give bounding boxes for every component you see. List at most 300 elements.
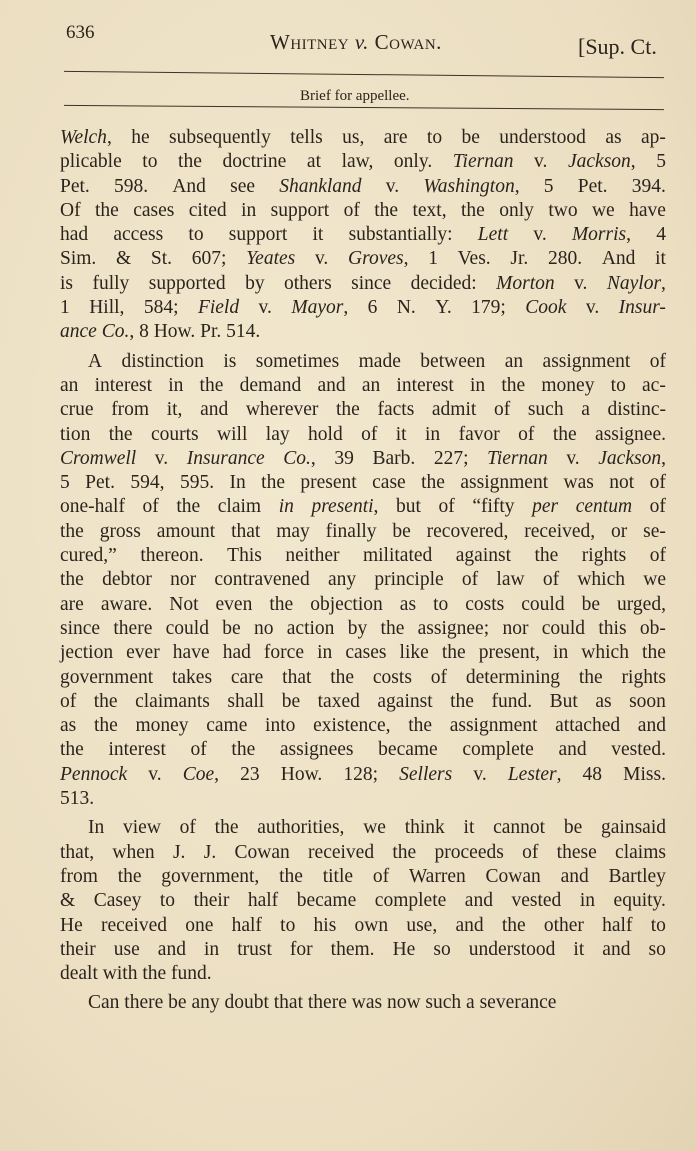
- text: to: [426, 127, 443, 148]
- italic-text: Tiernan: [452, 151, 514, 173]
- word: [427, 126, 442, 150]
- text-line: [60, 447, 666, 471]
- text: assignees: [279, 739, 354, 761]
- word: [412, 199, 446, 223]
- text: the: [108, 423, 133, 445]
- text: assignment: [542, 350, 631, 372]
- word: [550, 690, 578, 714]
- text: soon: [629, 690, 666, 712]
- text: could: [165, 617, 209, 639]
- word: [95, 199, 119, 223]
- word: [361, 423, 377, 447]
- text-line: [60, 495, 666, 519]
- word: [386, 175, 399, 199]
- text: authorities,: [257, 817, 345, 839]
- word: [60, 738, 84, 762]
- word: [291, 296, 348, 320]
- word: [373, 666, 412, 690]
- text: could: [521, 593, 565, 615]
- word: [222, 150, 286, 174]
- word: [392, 841, 416, 865]
- text: we: [643, 569, 666, 591]
- word: [450, 690, 474, 714]
- text: the: [214, 817, 239, 839]
- text: be: [281, 690, 301, 712]
- word: [359, 350, 401, 374]
- word: [499, 126, 586, 150]
- word: [479, 641, 540, 665]
- text: even: [215, 593, 253, 615]
- text: and: [317, 374, 346, 396]
- word: [418, 617, 489, 641]
- text: complete: [374, 890, 447, 912]
- word: [374, 568, 443, 592]
- text: to: [159, 890, 176, 912]
- word: [314, 914, 337, 938]
- word: [473, 763, 486, 787]
- text: use: [113, 938, 140, 960]
- text: when: [112, 841, 155, 863]
- word: [656, 223, 666, 247]
- word: [226, 321, 260, 342]
- text: v.: [534, 151, 548, 173]
- word: [101, 914, 167, 938]
- word: [279, 495, 294, 519]
- text: be: [168, 992, 187, 1014]
- text: it: [573, 938, 585, 960]
- text: support: [228, 224, 288, 246]
- text: at: [306, 151, 321, 173]
- text: money: [135, 715, 189, 737]
- text-line: [60, 714, 666, 738]
- text: in: [317, 642, 333, 664]
- text-line: [60, 544, 666, 568]
- paragraph: [60, 126, 666, 345]
- text: their: [60, 938, 96, 960]
- word: [169, 593, 198, 617]
- text: Miss.: [623, 763, 666, 785]
- word: [592, 199, 615, 223]
- text-line: [60, 593, 666, 617]
- text: the: [94, 199, 119, 221]
- text: 594,: [130, 472, 165, 494]
- text: it,: [166, 399, 183, 421]
- text: a: [466, 992, 475, 1014]
- word: [461, 126, 479, 150]
- word: [60, 126, 112, 150]
- text: access: [113, 224, 164, 246]
- text: that,: [60, 841, 95, 863]
- word: [496, 568, 524, 592]
- text: 280.: [547, 248, 583, 270]
- word: [579, 666, 603, 690]
- italic-text: per: [532, 496, 559, 518]
- text: of: [372, 865, 390, 887]
- text: understood: [499, 127, 586, 148]
- text: claim: [217, 496, 262, 518]
- word: [206, 714, 247, 738]
- text: 6: [367, 297, 378, 319]
- word: [434, 447, 469, 471]
- text: the: [441, 642, 466, 664]
- word: [144, 296, 179, 320]
- text: 128;: [343, 763, 379, 785]
- word: [290, 938, 313, 962]
- text: v.: [585, 297, 600, 319]
- text: ,: [214, 763, 220, 785]
- word: [344, 199, 360, 223]
- text: an: [60, 374, 79, 396]
- text: from: [111, 399, 150, 421]
- word: [377, 398, 414, 422]
- text: &: [116, 248, 132, 270]
- word: [502, 914, 526, 938]
- word: [92, 272, 129, 296]
- word: [149, 272, 226, 296]
- text-line: [60, 938, 666, 962]
- word: [223, 350, 236, 374]
- word: [180, 471, 214, 495]
- italic-text: Naylor: [606, 272, 662, 294]
- text: the: [552, 423, 577, 445]
- text: this: [598, 617, 627, 639]
- word: [229, 471, 245, 495]
- text: but: [396, 496, 421, 518]
- italic-text: Morton: [496, 272, 555, 294]
- text: others: [284, 272, 332, 294]
- word: [543, 568, 559, 592]
- text: their: [193, 890, 230, 912]
- word: [280, 738, 354, 762]
- word: [378, 738, 438, 762]
- text: 513.: [60, 788, 95, 810]
- italic-text: Tiernan: [487, 447, 548, 469]
- word: [235, 841, 290, 865]
- word: [168, 992, 186, 1013]
- text: J.: [203, 841, 217, 863]
- text: for: [289, 938, 313, 960]
- word: [60, 520, 84, 544]
- text-line: [60, 223, 666, 247]
- word: [279, 865, 303, 889]
- text: by: [245, 272, 265, 294]
- text: we: [591, 199, 615, 221]
- word: [114, 175, 148, 199]
- text: the: [450, 690, 474, 712]
- word: [491, 690, 532, 714]
- word: [459, 423, 500, 447]
- word: [640, 617, 666, 641]
- word: [241, 199, 256, 223]
- word: [629, 199, 666, 223]
- text: existence,: [313, 715, 391, 737]
- text-line: [60, 568, 666, 592]
- text: of: [493, 399, 511, 421]
- italic-text: Morris: [571, 224, 627, 246]
- text: Pr.: [200, 321, 222, 343]
- text-line: [60, 520, 666, 544]
- text: by: [347, 617, 368, 639]
- word: [279, 175, 361, 199]
- text: in: [241, 199, 257, 221]
- word: [487, 447, 548, 471]
- word: [124, 992, 163, 1013]
- word: [95, 374, 152, 398]
- word: [60, 175, 90, 199]
- text: had: [60, 224, 89, 246]
- word: [638, 714, 666, 738]
- italic-text: Groves: [348, 248, 404, 270]
- word: [352, 992, 382, 1013]
- text: of: [179, 817, 196, 839]
- text: cannot: [493, 817, 546, 839]
- word: [450, 714, 538, 738]
- text: them.: [330, 938, 375, 960]
- text: courts: [150, 423, 199, 445]
- word: [400, 641, 429, 665]
- word: [561, 865, 589, 889]
- text: against: [377, 690, 433, 712]
- word: [496, 272, 555, 296]
- text: v.: [473, 763, 487, 785]
- text: that: [273, 992, 304, 1014]
- word: [60, 938, 96, 962]
- word: [421, 471, 445, 495]
- word: [614, 889, 666, 913]
- text: only: [499, 199, 534, 221]
- word: [85, 471, 115, 495]
- text: in: [553, 642, 569, 664]
- italic-text: Yeates: [246, 248, 296, 270]
- word: [601, 816, 666, 840]
- word: [60, 593, 84, 617]
- text-line: [60, 962, 666, 986]
- word: [204, 841, 216, 865]
- word: [642, 641, 666, 665]
- text: supported: [148, 272, 226, 294]
- word: [218, 495, 261, 519]
- text: ,: [661, 447, 666, 469]
- text: received: [100, 914, 168, 936]
- text: and: [602, 938, 631, 960]
- word: [582, 544, 626, 568]
- subheading: Brief for appellee.: [300, 88, 410, 104]
- text: the: [93, 715, 118, 737]
- word: [464, 816, 475, 840]
- text: in: [470, 374, 486, 396]
- text: ,: [630, 151, 636, 173]
- word: [580, 889, 595, 913]
- text: A: [88, 350, 103, 372]
- italic-text: Cromwell: [60, 447, 137, 469]
- text-line: [60, 914, 666, 938]
- word: [231, 738, 255, 762]
- text: complete: [462, 739, 534, 761]
- word: [290, 126, 323, 150]
- word: [155, 447, 168, 471]
- text: the: [421, 472, 445, 494]
- word: [60, 247, 96, 271]
- word: [215, 816, 239, 840]
- text: 595.: [179, 472, 215, 494]
- word: [269, 593, 293, 617]
- text-line: [60, 738, 666, 762]
- word: [544, 175, 554, 199]
- text-line: [60, 690, 666, 714]
- word: [265, 714, 295, 738]
- word: [114, 938, 140, 962]
- word: [425, 992, 461, 1013]
- text: of: [518, 423, 535, 445]
- text: &: [60, 890, 76, 912]
- text: claimants: [135, 690, 210, 712]
- text: distinc-: [607, 399, 666, 421]
- text: ,: [343, 297, 349, 319]
- text: view: [123, 817, 161, 839]
- text: it: [655, 248, 666, 270]
- text-line: [60, 666, 666, 690]
- text: are: [383, 127, 408, 148]
- text: recovered,: [426, 520, 509, 542]
- word: [409, 865, 466, 889]
- text: N.: [396, 297, 416, 319]
- word: [246, 398, 319, 422]
- word: [602, 938, 630, 962]
- word: [462, 568, 478, 592]
- text: J.: [172, 841, 186, 863]
- word: [142, 150, 157, 174]
- word: [167, 398, 183, 422]
- italic-text: Co.: [283, 447, 311, 469]
- word: [248, 889, 278, 913]
- word: [200, 321, 221, 342]
- word: [399, 763, 452, 787]
- word: [151, 423, 199, 447]
- text: of: [142, 496, 159, 518]
- text: wherever: [245, 399, 319, 421]
- text: facts: [377, 399, 415, 421]
- text: not: [609, 472, 635, 494]
- word: [355, 914, 389, 938]
- italic-text: Washington: [423, 175, 515, 197]
- word: [160, 889, 175, 913]
- text: the: [231, 739, 256, 761]
- word: [100, 520, 141, 544]
- text: which: [581, 642, 629, 664]
- word: [607, 272, 666, 296]
- text: lay: [265, 423, 290, 445]
- word: [311, 495, 378, 519]
- word: [317, 374, 345, 398]
- text: to: [433, 593, 449, 615]
- text: determining: [465, 666, 561, 688]
- text: ,: [373, 496, 379, 518]
- text: such: [527, 399, 564, 421]
- word: [528, 398, 564, 422]
- text: we: [363, 817, 386, 839]
- text: the: [374, 199, 399, 221]
- text: fund.: [491, 690, 533, 712]
- word: [641, 126, 666, 150]
- word: [60, 223, 88, 247]
- text: “fifty: [472, 496, 515, 518]
- text: hold: [308, 423, 343, 445]
- text: 227;: [433, 447, 469, 469]
- text: plicable: [60, 151, 122, 173]
- text: half: [602, 914, 633, 936]
- text: cases: [133, 199, 175, 221]
- italic-text: presenti: [311, 496, 374, 518]
- word: [368, 296, 378, 320]
- word: [118, 865, 142, 889]
- word: [102, 321, 135, 342]
- word: [595, 690, 611, 714]
- text: interest: [94, 374, 152, 396]
- word: [230, 175, 255, 199]
- word: [60, 495, 125, 519]
- text: assignment: [460, 472, 549, 494]
- word: [60, 763, 127, 787]
- text: money: [541, 374, 595, 396]
- text: against: [455, 545, 511, 567]
- word: [216, 593, 253, 617]
- word: [166, 617, 209, 641]
- word: [375, 889, 446, 913]
- word: [623, 763, 666, 787]
- text-line: [60, 150, 666, 174]
- text: neither: [285, 545, 340, 567]
- word: [408, 714, 432, 738]
- text: cases: [345, 642, 387, 664]
- word: [108, 738, 165, 762]
- word: [343, 763, 378, 787]
- text: Y.: [435, 297, 452, 319]
- text: in: [425, 423, 441, 445]
- text: one-half: [60, 496, 125, 518]
- text: the: [117, 865, 142, 887]
- word: [602, 247, 636, 271]
- text: amount: [156, 520, 216, 542]
- text-line: [60, 991, 666, 1015]
- text-line: [60, 247, 666, 271]
- word: [323, 865, 353, 889]
- text: two: [548, 199, 578, 221]
- word: [425, 423, 440, 447]
- word: [557, 841, 597, 865]
- word: [651, 914, 666, 938]
- text: 23: [240, 763, 260, 785]
- word: [598, 617, 626, 641]
- word: [431, 666, 447, 690]
- text: the: [261, 472, 285, 494]
- word: [130, 471, 164, 495]
- text: And: [601, 248, 636, 270]
- text: of: [461, 569, 479, 591]
- word: [161, 865, 259, 889]
- word: [518, 423, 534, 447]
- word: [227, 690, 264, 714]
- word: [548, 199, 577, 223]
- text: of: [649, 350, 666, 372]
- italic-text: centum: [575, 496, 633, 518]
- text: assignee;: [417, 617, 490, 639]
- word: [60, 321, 97, 342]
- text: the: [330, 666, 355, 688]
- text: government,: [161, 865, 260, 887]
- word: [345, 641, 386, 665]
- text-line: [60, 471, 666, 495]
- text: action: [286, 617, 335, 639]
